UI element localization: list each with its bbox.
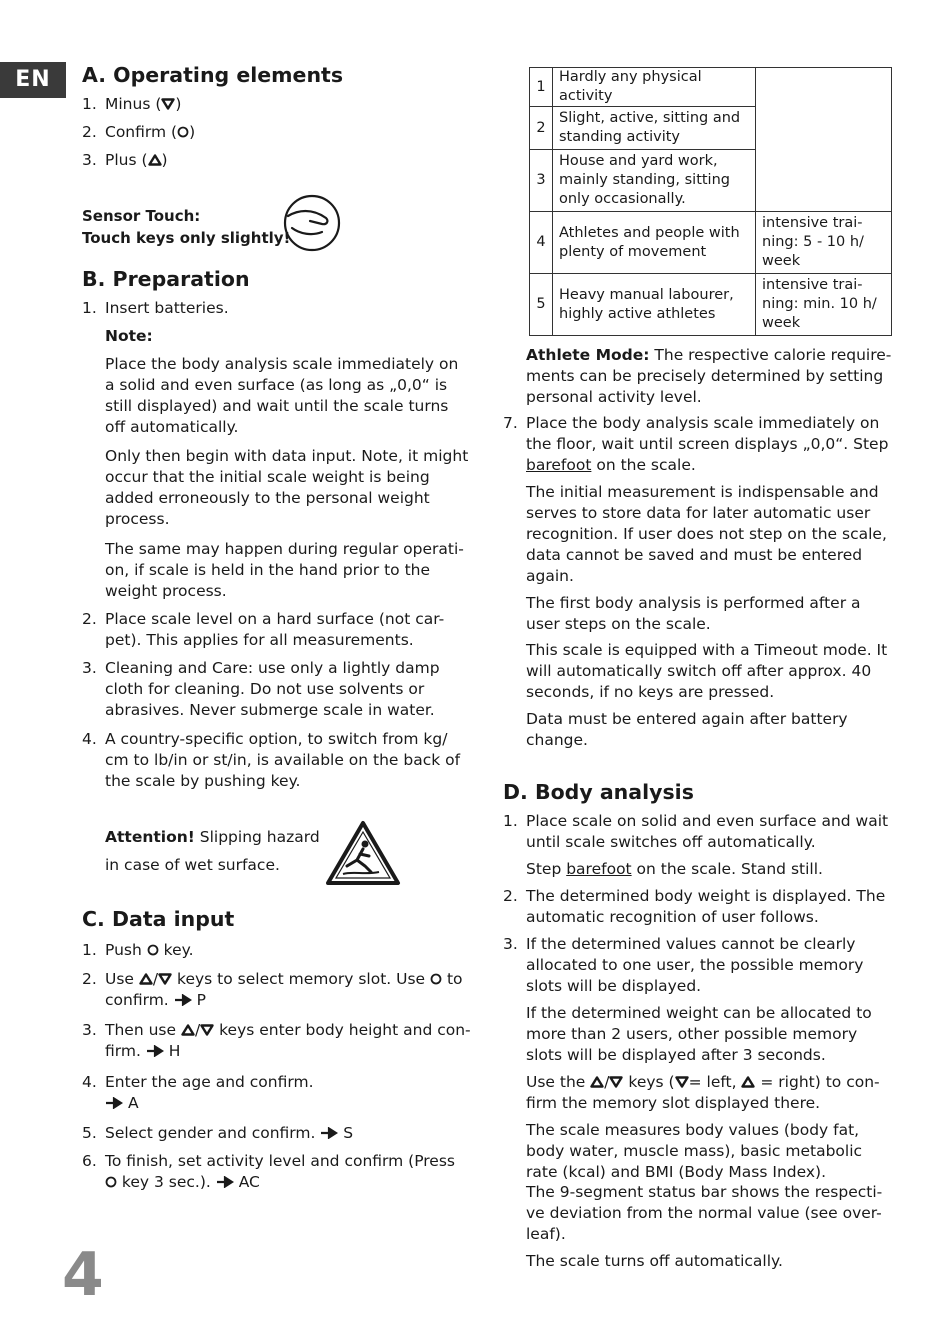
language-tab: EN xyxy=(0,62,66,98)
attention-line-1: Attention! Slipping hazard xyxy=(105,828,320,846)
table-row: 3 House and yard work, mainly standing, sitting only occasionally. xyxy=(530,150,892,212)
table-row: 5 Heavy manual labourer, highly active athletes intensive trai-ning: min. 10 h/ week xyxy=(530,274,892,336)
triangle-up-icon xyxy=(139,973,153,985)
triangle-up-icon xyxy=(181,1024,195,1036)
triangle-down-icon xyxy=(161,98,175,110)
triangle-down-icon xyxy=(675,1076,689,1088)
list-item-place-scale: 1. Place scale on solid and even surface and wait until scale switches off automatically. xyxy=(503,812,889,851)
finger-touch-icon xyxy=(282,194,342,252)
triangle-up-icon xyxy=(741,1076,755,1088)
table-row: 4 Athletes and people with plenty of movement intensive trai-ning: 5 - 10 h/ week xyxy=(530,212,892,274)
list-item-memory-slot: 2. Use / keys to select memory slot. Use to confirm. P xyxy=(82,970,463,1009)
list-item-memory-slots: 3. If the determined values cannot be clearly allocated to one user, the possible memory slots will be displayed. xyxy=(503,935,864,995)
note-label: Note: xyxy=(105,327,153,345)
list-item-cleaning: 3. Cleaning and Care: use only a lightly damp cloth for cleaning. Do not use solvents or abrasives. Never submerge scale in water. xyxy=(82,659,440,719)
list-item-initial-measurement: 7. Place the body analysis scale immediately on the floor, wait until screen displays „0,0“. Step barefoot on the scale. xyxy=(503,414,889,474)
list-item-age: 4. Enter the age and confirm. A xyxy=(82,1073,314,1112)
auto-off-paragraph: The scale turns off automatically. xyxy=(526,1252,783,1270)
triangle-up-icon xyxy=(148,154,162,166)
note-paragraph-3: The same may happen during regular operati-on, if scale is held in the hand prior to the weight process. xyxy=(105,540,464,600)
athlete-mode-paragraph: Athlete Mode: The respective calorie require-ments can be precisely determined by setting personal activity level. xyxy=(526,346,892,406)
circle-icon xyxy=(430,973,442,985)
battery-change-paragraph: Data must be entered again after battery change. xyxy=(526,710,848,749)
body-values-paragraph: The scale measures body values (body fat, body water, muscle mass), basic metabolic rate (kcal) and BMI (Body Mass Index). xyxy=(526,1121,863,1181)
arrow-right-icon xyxy=(105,1097,123,1109)
sensor-touch-text: Touch keys only slightly! xyxy=(82,229,291,247)
first-analysis-paragraph: The first body analysis is performed after a user steps on the scale. xyxy=(526,594,861,633)
circle-icon xyxy=(147,944,159,956)
confirm-slot-paragraph: Use the / keys ( = left, = right) to con- firm the memory slot displayed there. xyxy=(526,1073,880,1112)
timeout-paragraph: This scale is equipped with a Timeout mode. It will automatically switch off after approx. 40 seconds, if no keys are pressed. xyxy=(526,641,888,701)
triangle-up-icon xyxy=(590,1076,604,1088)
table-row: 2 Slight, active, sitting and standing activity xyxy=(530,107,892,150)
arrow-right-icon xyxy=(216,1176,234,1188)
sensor-touch-label: Sensor Touch: xyxy=(82,207,201,225)
list-item-country-option: 4. A country-specific option, to switch from kg/ cm to lb/in or st/in, is available on the back of the scale by pushing key. xyxy=(82,730,461,790)
attention-line-2: in case of wet surface. xyxy=(105,856,280,874)
triangle-down-icon xyxy=(158,973,172,985)
table-row: 1 Hardly any physical activity xyxy=(530,68,892,107)
triangle-down-icon xyxy=(200,1024,214,1036)
list-item-weight-displayed: 2. The determined body weight is displayed. The automatic recognition of user follows. xyxy=(503,887,886,926)
section-c-title: C. Data input xyxy=(82,907,235,931)
list-item-activity-level: 6. To finish, set activity level and confirm (Press key 3 sec.). AC xyxy=(82,1152,455,1191)
section-b-title: B. Preparation xyxy=(82,267,250,291)
arrow-right-icon xyxy=(174,994,192,1006)
slipping-hazard-icon xyxy=(325,820,401,886)
arrow-right-icon xyxy=(320,1127,338,1139)
circle-icon xyxy=(177,126,189,138)
note-paragraph-2: Only then begin with data input. Note, it might occur that the initial scale weight is being added erroneously to the personal weight process. xyxy=(105,447,469,528)
section-d-title: D. Body analysis xyxy=(503,780,694,804)
circle-icon xyxy=(105,1176,117,1188)
page-number: 4 xyxy=(62,1240,104,1310)
list-item-scale-level: 2. Place scale level on a hard surface (not car-pet). This applies for all measurements. xyxy=(82,610,445,649)
multiple-users-paragraph: If the determined weight can be allocated to more than 2 users, other possible memory slots will be displayed after 3 seconds. xyxy=(526,1004,872,1064)
initial-measurement-paragraph: The initial measurement is indispensable and serves to store data for later automatic user recognition. If user does not step on the scale, data cannot be saved and must be entered again. xyxy=(526,483,887,585)
section-a-title: A. Operating elements xyxy=(82,63,344,87)
step-barefoot-text: Step barefoot on the scale. Stand still. xyxy=(526,860,823,878)
triangle-down-icon xyxy=(609,1076,623,1088)
activity-level-table xyxy=(529,67,892,336)
status-bar-paragraph: The 9-segment status bar shows the respecti-ve deviation from the normal value (see over-leaf). xyxy=(526,1183,883,1243)
note-paragraph-1: Place the body analysis scale immediately on a solid and even surface (as long as „0,0“ is still displayed) and wait until the scale turns off automatically. xyxy=(105,355,459,436)
arrow-right-icon xyxy=(146,1045,164,1057)
list-item-body-height: 3. Then use / keys enter body height and con- firm. H xyxy=(82,1021,471,1060)
